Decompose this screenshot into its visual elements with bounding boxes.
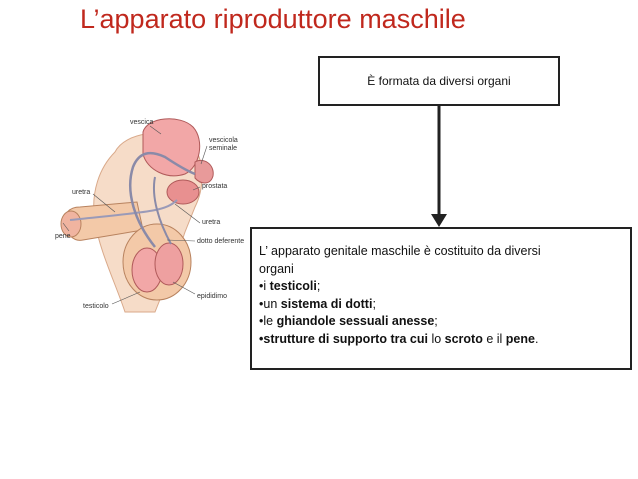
list-item: •un sistema di dotti; bbox=[259, 296, 376, 311]
label-dotto-deferente: dotto deferente bbox=[197, 238, 245, 245]
label-vescicola: vescicola bbox=[209, 137, 238, 144]
intro-line: L’ apparato genitale maschile è costituito da diversi bbox=[259, 244, 541, 258]
label-uretra-right: uretra bbox=[202, 219, 221, 226]
label-pene: pene bbox=[55, 233, 71, 240]
slide-title: L’apparato riproduttore maschile bbox=[80, 4, 466, 34]
list-item: •i testicoli; bbox=[259, 279, 321, 294]
intro-line-2: organi bbox=[259, 261, 294, 276]
top-box-text: È formata da diversi organi bbox=[367, 74, 511, 88]
label-vescica: vescica bbox=[130, 119, 154, 126]
list-item: •strutture di supporto tra cui lo scroto e il pene. bbox=[259, 331, 539, 346]
list-item: •le ghiandole sessuali anesse; bbox=[259, 314, 438, 329]
label-prostata: prostata bbox=[202, 183, 228, 190]
label-seminale: seminale bbox=[209, 145, 238, 152]
anatomy-illustration bbox=[55, 112, 250, 322]
main-text-box bbox=[250, 227, 632, 370]
label-testicolo: testicolo bbox=[83, 303, 109, 310]
label-uretra-top: uretra bbox=[72, 189, 91, 196]
label-epididimo: epididimo bbox=[197, 293, 227, 300]
